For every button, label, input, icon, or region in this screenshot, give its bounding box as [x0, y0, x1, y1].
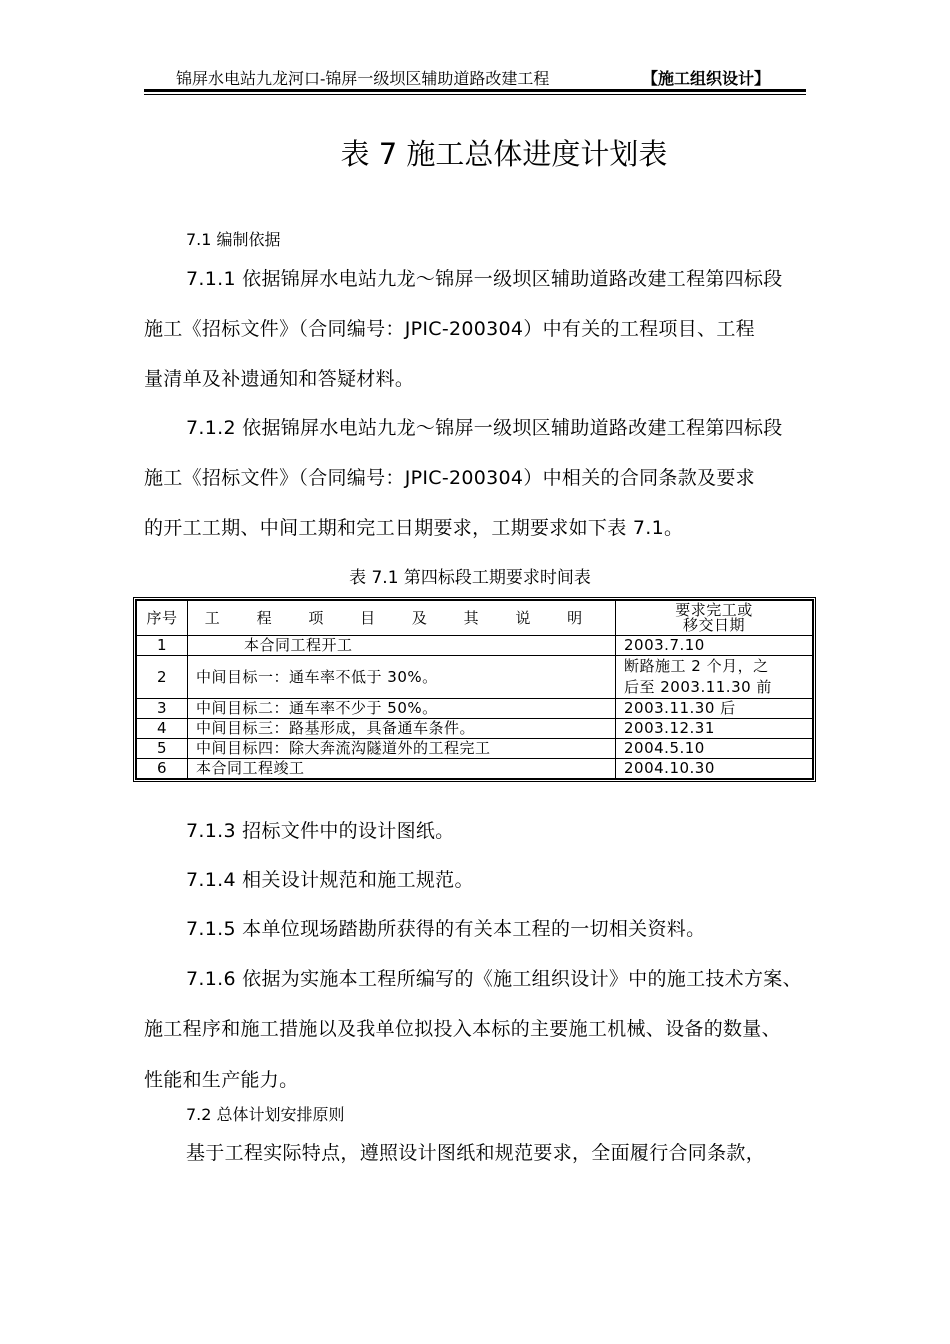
header-rule [144, 89, 806, 92]
row-item: 中间目标三：路基形成，具备通车条件。 [188, 719, 616, 739]
row-date: 2003.7.10 [616, 636, 813, 656]
section-heading-7-2: 7.2 总体计划安排原则 [186, 1105, 345, 1124]
header-no: 序号 [137, 601, 188, 636]
header-rule-thin [144, 94, 806, 95]
header-date-line-1: 要求完工或 [675, 601, 753, 619]
table-row [137, 759, 813, 779]
table-row [137, 739, 813, 759]
paragraph-7-1-2-line-2: 施工《招标文件》（合同编号：JPIC-200304）中相关的合同条款及要求 [144, 467, 755, 489]
row-date: 2003.12.31 [616, 719, 813, 739]
row-date: 2004.10.30 [616, 759, 813, 779]
paragraph-7-1-4: 7.1.4 相关设计规范和施工规范。 [186, 869, 474, 891]
row-no: 5 [137, 739, 188, 759]
paragraph-7-1-1-line-3: 量清单及补遗通知和答疑材料。 [144, 368, 415, 390]
paragraph-7-1-1-line-2: 施工《招标文件》（合同编号：JPIC-200304）中有关的工程项目、工程 [144, 318, 755, 340]
row-item: 中间目标四：除大奔流沟隧道外的工程完工 [188, 739, 616, 759]
paragraph-7-1-6-line-2: 施工程序和施工措施以及我单位拟投入本标的主要施工机械、设备的数量、 [144, 1018, 781, 1040]
row-date-line-2: 后至 2003.11.30 前 [624, 678, 772, 696]
table-header-row [137, 601, 813, 636]
paragraph-7-1-1-line-1: 7.1.1 依据锦屏水电站九龙～锦屏一级坝区辅助道路改建工程第四标段 [186, 268, 783, 290]
table-row [137, 699, 813, 719]
table-row [137, 636, 813, 656]
row-no: 2 [137, 656, 188, 699]
row-no: 3 [137, 699, 188, 719]
table-row [137, 656, 813, 699]
row-date-line-1: 断路施工 2 个月，之 [624, 657, 769, 675]
page-title: 表 7 施工总体进度计划表 [340, 137, 668, 171]
row-item: 中间目标二：通车率不少于 50%。 [188, 699, 616, 719]
paragraph-7-1-3: 7.1.3 招标文件中的设计图纸。 [186, 820, 455, 842]
paragraph-7-1-6-line-3: 性能和生产能力。 [144, 1069, 299, 1091]
paragraph-7-1-6-line-1: 7.1.6 依据为实施本工程所编写的《施工组织设计》中的施工技术方案、 [186, 968, 802, 990]
schedule-table [133, 597, 816, 782]
row-no: 4 [137, 719, 188, 739]
paragraph-7-2: 基于工程实际特点，遵照设计图纸和规范要求，全面履行合同条款， [186, 1142, 766, 1164]
row-date: 2003.11.30 后 [616, 699, 813, 719]
paragraph-7-1-2-line-1: 7.1.2 依据锦屏水电站九龙～锦屏一级坝区辅助道路改建工程第四标段 [186, 417, 783, 439]
row-item: 本合同工程竣工 [188, 759, 616, 779]
row-no: 1 [137, 636, 188, 656]
section-heading-7-1: 7.1 编制依据 [186, 230, 281, 249]
row-no: 6 [137, 759, 188, 779]
paragraph-7-1-2-line-3: 的开工工期、中间工期和完工日期要求，工期要求如下表 7.1。 [144, 517, 684, 539]
row-item: 本合同工程开工 [188, 636, 616, 656]
header-project-name: 锦屏水电站九龙河口-锦屏一级坝区辅助道路改建工程 [176, 69, 550, 88]
header-item: 工 程 项 目 及 其 说 明 [188, 601, 616, 636]
row-date [616, 656, 813, 699]
header-date-line-2: 移交日期 [682, 616, 745, 634]
row-item: 中间目标一：通车率不低于 30%。 [188, 656, 616, 699]
paragraph-7-1-5: 7.1.5 本单位现场踏勘所获得的有关本工程的一切相关资料。 [186, 918, 706, 940]
row-date: 2004.5.10 [616, 739, 813, 759]
header-date [616, 601, 813, 636]
table-caption: 表 7.1 第四标段工期要求时间表 [349, 568, 591, 588]
header-document-type: 【施工组织设计】 [642, 69, 771, 88]
table-row [137, 719, 813, 739]
